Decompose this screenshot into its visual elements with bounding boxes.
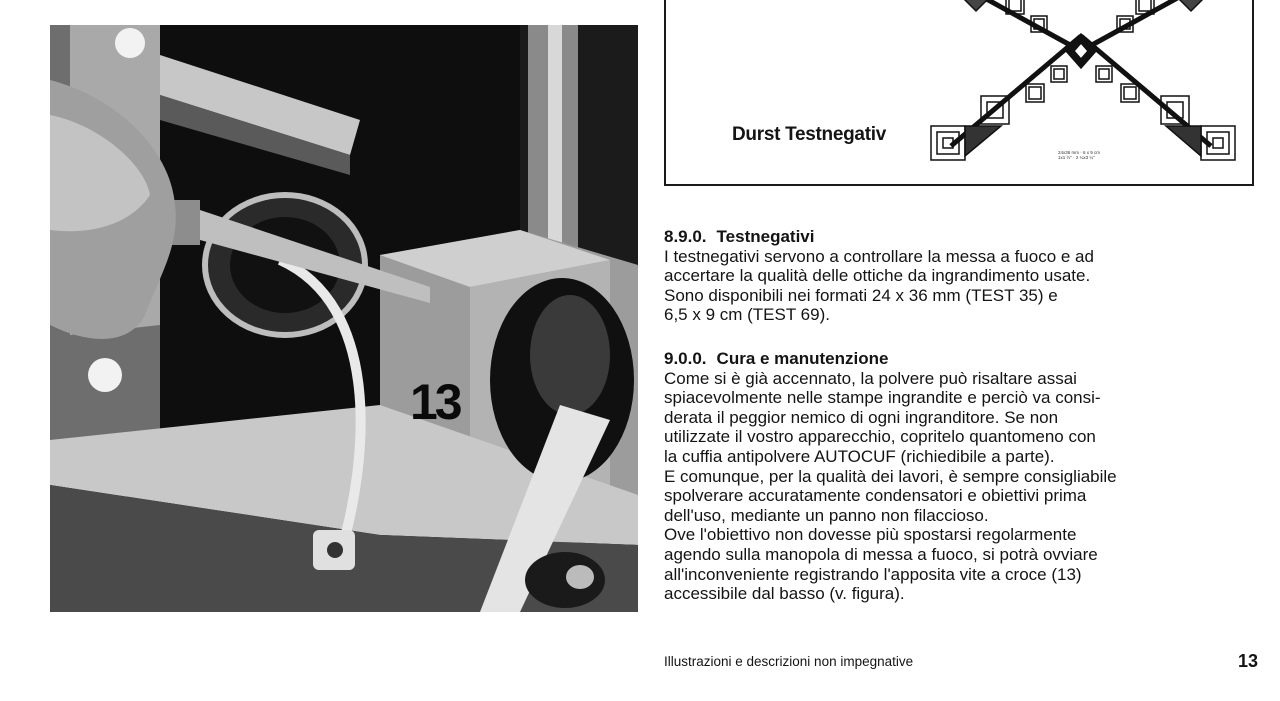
section-body [664, 369, 1254, 604]
testnegativ-figure [664, 0, 1254, 186]
text-line: E comunque, per la qualità dei lavori, è sempre consigliabile [664, 466, 1117, 486]
text-line: spiacevolmente nelle stampe ingrandite e perciò va consi- [664, 388, 1101, 408]
text-line: la cuffia antipolvere AUTOCUF (richiedibile a parte). [664, 446, 1055, 466]
enlarger-photo [50, 25, 638, 612]
text-line: agendo sulla manopola di messa a fuoco, si potrà ovviare [664, 544, 1098, 564]
text-line: dell'uso, mediante un panno non filaccioso. [664, 505, 989, 525]
footer-disclaimer: Illustrazioni e descrizioni non impegnative [664, 654, 914, 669]
text-line: Come si è già accennato, la polvere può risaltare assai [664, 368, 1077, 388]
section-number: 9.0.0. [664, 349, 707, 368]
text-line: utilizzate il vostro apparecchio, copritelo quantomeno con [664, 427, 1096, 447]
section-title: Cura e manutenzione [716, 349, 889, 368]
section-body [664, 247, 1254, 325]
section-title: Testnegativi [716, 227, 815, 246]
text-line: accessibile dal basso (v. figura). [664, 584, 905, 604]
text-line: Ove l'obiettivo non dovesse più spostarsi regolarmente [664, 525, 1077, 545]
text-line: 6,5 x 9 cm (TEST 69). [664, 305, 830, 325]
text-line: spolverare accuratamente condensatori e obiettivi prima [664, 486, 1087, 506]
page-number: 13 [1238, 651, 1259, 671]
testnegativ-title: Durst Testnegativ [732, 124, 886, 145]
text-line: accertare la qualità delle ottiche da ingrandimento usate. [664, 266, 1091, 286]
text-line: Sono disponibili nei formati 24 x 36 mm (TEST 35) e [664, 285, 1058, 305]
screw-callout-label: 13 [410, 374, 460, 430]
enlarger-photo-illustration [50, 25, 638, 612]
section-heading [664, 349, 1254, 369]
section-cura-manutenzione [664, 349, 1254, 604]
section-heading [664, 227, 1254, 247]
text-line: derata il peggior nemico di ogni ingranditore. Se non [664, 407, 1059, 427]
text-line: all'inconveniente registrando l'apposita vite a croce (13) [664, 564, 1082, 584]
text-line: I testnegativi servono a controllare la messa a fuoco e ad [664, 246, 1094, 266]
section-testnegativi [664, 227, 1254, 325]
testnegativ-fine-print-2: 1x1 ½" · 2 ¼x3 ¼" [1058, 155, 1095, 160]
section-number: 8.9.0. [664, 227, 707, 246]
testnegativ-fine-print-1: 24x36 mm · 6 x 9 cm [1058, 150, 1101, 155]
